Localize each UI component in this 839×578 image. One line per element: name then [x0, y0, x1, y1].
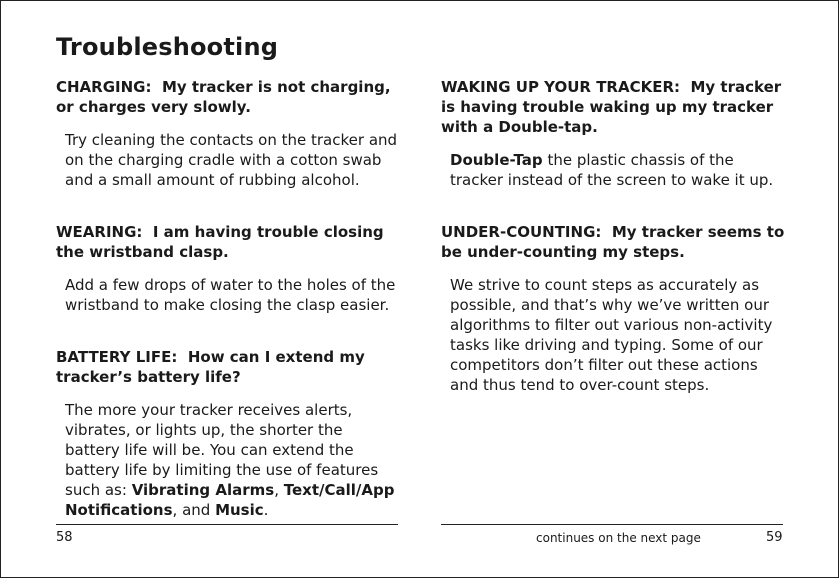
answer — [65, 400, 401, 520]
question — [56, 222, 401, 262]
faq-battery-life — [56, 347, 401, 520]
continues-note: continues on the next page — [536, 531, 701, 545]
faq-waking-up — [441, 77, 786, 190]
answer — [450, 150, 786, 190]
answer-text: Try cleaning the contacts on the tracker and on the charging cradle with a cotton swab and a small amount of rubbing alcohol. — [65, 131, 398, 189]
feature-music: Music — [215, 501, 264, 519]
answer — [450, 275, 786, 395]
double-tap-term: Double-Tap — [450, 151, 543, 169]
left-column — [56, 77, 401, 552]
question — [56, 77, 401, 117]
answer-text: The more your tracker receives alerts, vibrates, or lights up, the shorter the battery life will be. You can extend the battery life by limiting the use of features such as: — [65, 401, 379, 499]
answer-text: , — [274, 481, 284, 499]
right-column — [441, 77, 786, 427]
question-label: WEARING: — [56, 223, 143, 241]
footer-rule-left — [56, 524, 398, 525]
question — [56, 347, 401, 387]
question-text: How can I extend my tracker’s battery life? — [56, 348, 365, 386]
answer-text: the plastic chassis of the tracker instead of the screen to wake it up. — [450, 151, 774, 189]
page-number-left: 58 — [56, 530, 73, 545]
feature-vibrating-alarms: Vibrating Alarms — [131, 481, 275, 499]
footer-rule-right — [441, 524, 783, 525]
page-number-right: 59 — [766, 530, 783, 545]
answer-text: We strive to count steps as accurately as possible, and that’s why we’ve written our algorithms to filter out various non-activity tasks like driving and typing. Some of our competitors don’t filter out these actions and thus tend to over-count steps. — [450, 276, 773, 394]
faq-charging — [56, 77, 401, 190]
question-label: UNDER-COUNTING: — [441, 223, 602, 241]
faq-wearing — [56, 222, 401, 315]
answer-text: . — [263, 501, 269, 519]
question-text: My tracker is not charging, or charges very slowly. — [56, 78, 391, 116]
question — [441, 222, 786, 262]
question-text: My tracker is having trouble waking up my tracker with a Double-tap. — [441, 78, 782, 136]
question — [441, 77, 786, 137]
question-text: I am having trouble closing the wristband clasp. — [56, 223, 384, 261]
answer — [65, 275, 401, 315]
question-label: WAKING UP YOUR TRACKER: — [441, 78, 681, 96]
page-title: Troubleshooting — [56, 33, 279, 61]
question-label: BATTERY LIFE: — [56, 348, 178, 366]
question-label: CHARGING: — [56, 78, 152, 96]
feature-notifications: Text/Call/App Notifications — [65, 481, 395, 519]
faq-under-counting — [441, 222, 786, 395]
answer-text: , and — [172, 501, 216, 519]
answer-text: Add a few drops of water to the holes of the wristband to make closing the clasp easier. — [65, 276, 396, 314]
answer — [65, 130, 401, 190]
question-text: My tracker seems to be under-counting my steps. — [441, 223, 785, 261]
